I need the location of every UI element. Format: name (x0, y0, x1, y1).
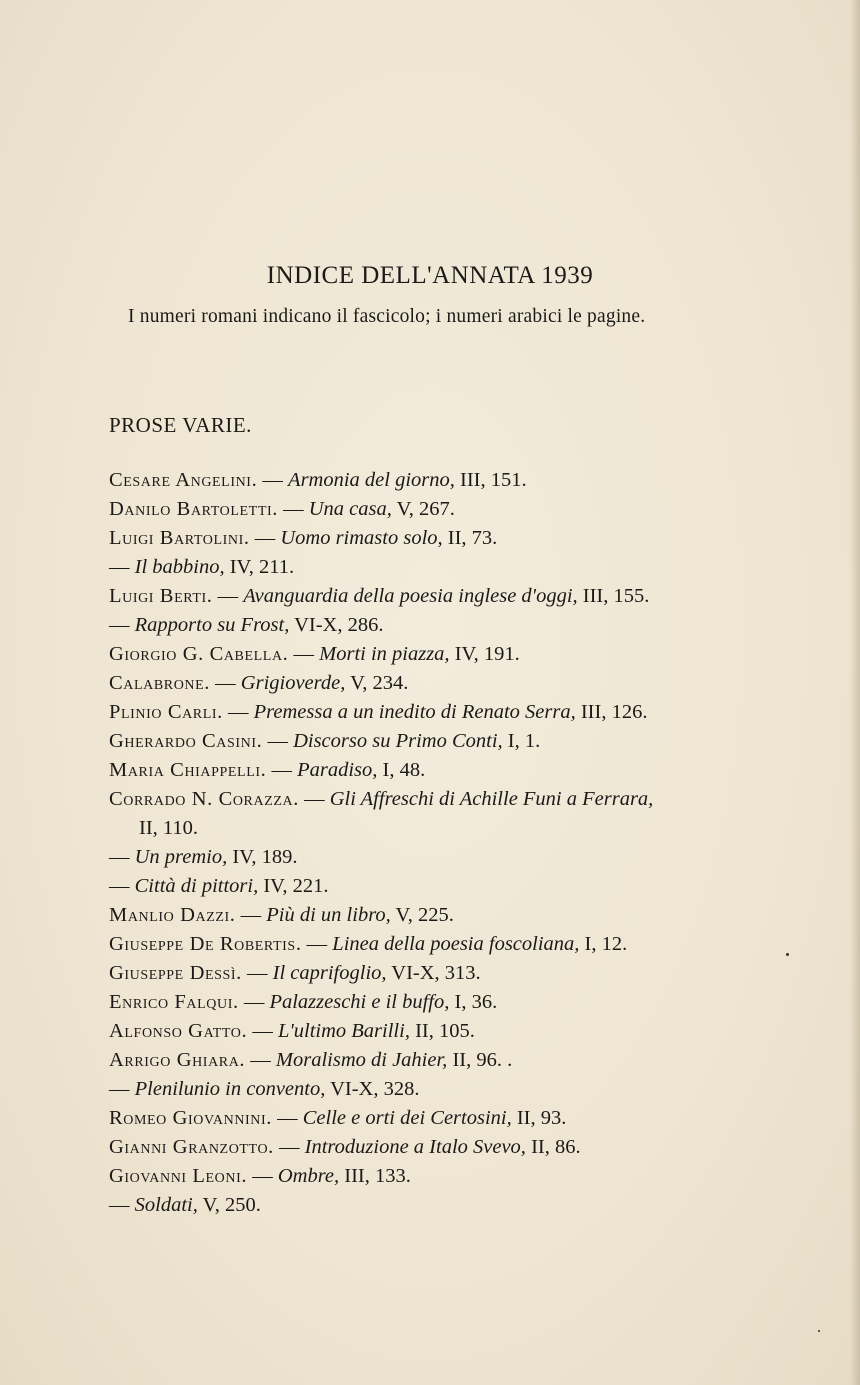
entry-author: Giuseppe Dessì. (109, 962, 242, 984)
entry-author: Danilo Bartoletti. (109, 498, 278, 520)
entry-title: Celle e orti dei Certosini, (302, 1107, 512, 1129)
entry-reference: I, 48. (377, 759, 426, 781)
entry-author: Luigi Berti. (109, 585, 213, 607)
index-entry (109, 466, 809, 495)
entry-author: Giorgio G. Cabella. (109, 643, 289, 665)
entry-title: Gli Affreschi di Achille Funi a Ferrara, (329, 788, 654, 810)
index-entry (109, 1162, 809, 1191)
entry-title: Armonia del giorno, (288, 469, 455, 491)
entry-reference: VI-X, 286. (289, 614, 384, 636)
index-entry (109, 785, 809, 814)
entry-title: Il caprifoglio, (272, 962, 387, 984)
entry-author: Manlio Dazzi. (109, 904, 236, 926)
entry-title: Plenilunio in convento, (134, 1078, 326, 1100)
index-entry (109, 872, 809, 901)
entry-reference: IV, 221. (258, 875, 329, 897)
entry-author: Luigi Bartolini. (109, 527, 250, 549)
entry-author: Gianni Granzotto. (109, 1136, 274, 1158)
entry-dash: — (247, 1165, 278, 1187)
entry-reference: II, 96. . (447, 1049, 513, 1071)
entry-title: Il babbino, (134, 556, 225, 578)
index-entry (109, 1133, 809, 1162)
entry-dash: — (109, 1194, 135, 1216)
entry-dash: — (247, 1020, 278, 1042)
index-entry (109, 1046, 809, 1075)
entry-title: Ombre, (277, 1165, 340, 1187)
entry-dash: — (298, 788, 330, 810)
index-entry (109, 611, 809, 640)
entry-reference: V, 225. (390, 904, 454, 926)
entry-title: Premessa a un inedito di Renato Serra, (253, 701, 576, 723)
entry-title: Introduzione a Italo Svevo, (304, 1136, 526, 1158)
entry-title: Moralismo di Jahier, (275, 1049, 448, 1071)
entry-dash: — (262, 730, 294, 752)
entry-dash: — (109, 556, 135, 578)
entry-dash: — (277, 498, 309, 520)
entry-dash: — (241, 962, 273, 984)
entry-reference: II, 86. (525, 1136, 581, 1158)
entry-dash: — (266, 759, 298, 781)
entry-dash: — (273, 1136, 305, 1158)
index-entry (109, 988, 809, 1017)
index-entry (109, 698, 809, 727)
index-entry (109, 582, 809, 611)
index-entry (109, 553, 809, 582)
entry-reference: V, 267. (391, 498, 455, 520)
entry-reference: II, 73. (442, 527, 498, 549)
entry-title: Morti in piazza, (319, 643, 450, 665)
entry-title: Soldati, (134, 1194, 198, 1216)
index-entry (109, 930, 809, 959)
page-edge-shadow (850, 0, 860, 1385)
entry-reference: I, 36. (449, 991, 498, 1013)
entry-dash: — (238, 991, 270, 1013)
entry-reference: VI-X, 328. (325, 1078, 420, 1100)
entry-title: Più di un libro, (266, 904, 391, 926)
entry-reference: V, 234. (345, 672, 409, 694)
index-entry (109, 495, 809, 524)
index-entry (109, 1104, 809, 1133)
entry-reference: II, 110. (139, 817, 199, 839)
entry-dash: — (222, 701, 254, 723)
entry-dash: — (301, 933, 333, 955)
entry-dash: — (109, 1078, 135, 1100)
entry-title: Palazzeschi e il buffo, (269, 991, 450, 1013)
entry-title: Uomo rimasto solo, (280, 527, 443, 549)
entry-reference: VI-X, 313. (386, 962, 481, 984)
index-entry (109, 640, 809, 669)
entry-dash: — (235, 904, 267, 926)
entry-dash: — (109, 846, 135, 868)
entry-reference: I, 1. (502, 730, 541, 752)
entry-author: Romeo Giovannini. (109, 1107, 272, 1129)
entry-reference: II, 93. (511, 1107, 567, 1129)
index-entry (109, 959, 809, 988)
entry-dash: — (212, 585, 244, 607)
section-title: PROSE VARIE. (109, 413, 252, 437)
entry-reference: III, 133. (339, 1165, 411, 1187)
entry-author: Alfonso Gatto. (109, 1020, 248, 1042)
entry-title: Paradiso, (297, 759, 378, 781)
entry-title: Linea della poesia foscoliana, (332, 933, 580, 955)
print-speck (786, 953, 789, 956)
index-entry (109, 1191, 809, 1220)
index-entry-list (109, 466, 809, 1220)
entry-dash: — (288, 643, 320, 665)
entry-title: Città di pittori, (134, 875, 259, 897)
entry-author: Giuseppe De Robertis. (109, 933, 302, 955)
index-entry (109, 1017, 809, 1046)
entry-title: Una casa, (308, 498, 392, 520)
index-entry (109, 727, 809, 756)
entry-author: Cesare Angelini. (109, 469, 258, 491)
entry-title: Rapporto su Frost, (134, 614, 290, 636)
entry-reference: II, 105. (409, 1020, 475, 1042)
entry-title: Discorso su Primo Conti, (293, 730, 503, 752)
entry-author: Arrigo Ghiara. (109, 1049, 246, 1071)
entry-dash: — (109, 614, 135, 636)
entry-dash: — (109, 875, 135, 897)
entry-author: Plinio Carli. (109, 701, 223, 723)
entry-author: Maria Chiappelli. (109, 759, 267, 781)
index-title: INDICE DELL'ANNATA 1939 (266, 262, 594, 289)
index-entry (109, 1075, 809, 1104)
entry-reference: IV, 191. (449, 643, 520, 665)
entry-reference: I, 12. (579, 933, 628, 955)
index-subtitle: I numeri romani indicano il fascicolo; i numeri arabici le pagine. (128, 306, 646, 327)
entry-reference: IV, 211. (224, 556, 295, 578)
entry-author: Gherardo Casini. (109, 730, 263, 752)
entry-title: L'ultimo Barilli, (277, 1020, 410, 1042)
index-entry (109, 901, 809, 930)
entry-dash: — (257, 469, 289, 491)
entry-dash: — (272, 1107, 303, 1129)
entry-reference: III, 151. (454, 469, 527, 491)
entry-reference: IV, 189. (227, 846, 298, 868)
entry-title: Grigioverde, (240, 672, 346, 694)
entry-title: Avanguardia della poesia inglese d'oggi, (243, 585, 578, 607)
entry-dash: — (249, 527, 281, 549)
entry-reference: III, 126. (575, 701, 648, 723)
index-entry (109, 756, 809, 785)
entry-author: Enrico Falqui. (109, 991, 239, 1013)
entry-dash: — (245, 1049, 276, 1071)
entry-author: Corrado N. Corazza. (109, 788, 299, 810)
entry-title: Un premio, (134, 846, 228, 868)
index-entry (109, 843, 809, 872)
entry-reference: III, 155. (577, 585, 650, 607)
index-entry (109, 524, 809, 553)
index-entry (109, 814, 809, 843)
print-speck (818, 1330, 820, 1332)
index-entry (109, 669, 809, 698)
entry-reference: V, 250. (197, 1194, 261, 1216)
entry-author: Giovanni Leoni. (109, 1165, 248, 1187)
entry-dash: — (210, 672, 241, 694)
entry-author: Calabrone. (109, 672, 211, 694)
